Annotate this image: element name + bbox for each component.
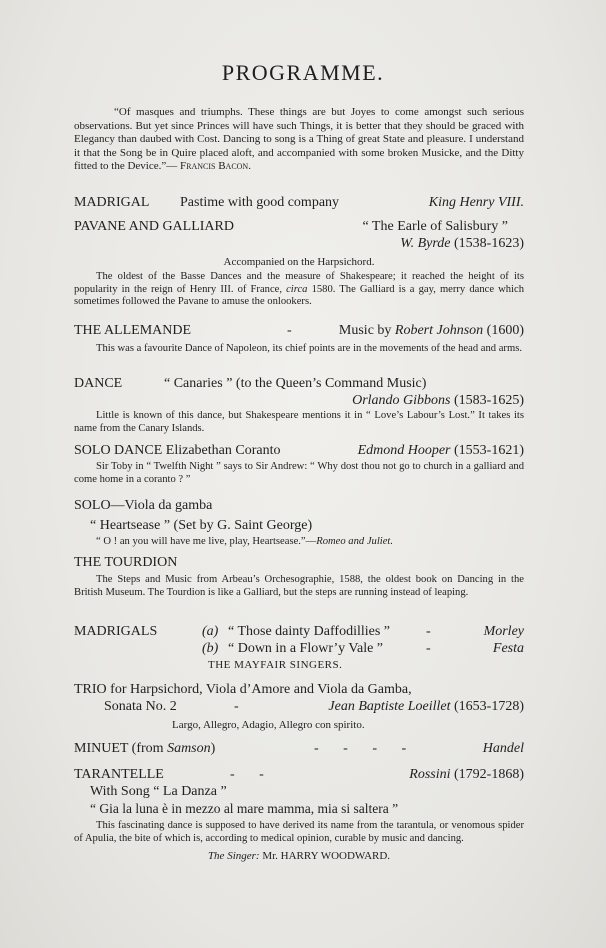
trio-composer: Jean Baptiste Loeillet <box>328 699 451 714</box>
tarantelle-dashes: - - <box>230 767 264 782</box>
madrigals-b-composer: Festa <box>492 641 524 656</box>
minuet-composer: Handel <box>482 741 524 756</box>
tarantelle-title: TARANTELLE <box>74 767 164 782</box>
item-madrigals <box>74 623 524 671</box>
trio-title: TRIO for Harpsichord, Viola d’Amore and Viola da Gamba, <box>74 682 412 697</box>
minuet-close: ) <box>210 741 216 756</box>
item-allemande <box>74 322 524 356</box>
trio-dates: (1653-1728) <box>454 699 524 714</box>
pavane-desc-b: 1580. The Galliard is a gay, merry dance which sometimes followed the Pavane to amuse the onlookers. <box>74 283 524 307</box>
item-dance <box>74 375 524 435</box>
tourdion-desc: The Steps and Music from Arbeau’s Orchesographie, 1588, the oldest book on Dancing in the British Museum. The Tourdion is like a Galliard, but the steps are running instead of leaping. <box>74 574 524 598</box>
tarantelle-singer-label: The Singer: <box>207 850 260 862</box>
item-solo-dance <box>74 442 524 486</box>
allemande-prefix: Music by <box>338 323 392 338</box>
solo-source: Romeo and Juliet. <box>316 536 394 547</box>
solo-lyric: “ O ! an you will have me live, play, Heartsease.”— <box>96 536 317 547</box>
tarantelle-singer: Mr. HARRY WOODWARD. <box>262 850 391 862</box>
pavane-dates: (1538-1623) <box>454 236 524 251</box>
solo-work: “ Heartsease ” (Set by G. Saint George) <box>90 518 313 533</box>
item-tarantelle <box>74 766 524 862</box>
madrigals-b-work: “ Down in a Flowr’y Vale ” <box>228 641 384 656</box>
madrigals-b-dash: - <box>426 641 431 656</box>
item-madrigal <box>74 194 524 211</box>
bacon-quote <box>74 106 524 174</box>
minuet-dashes: - - - - <box>314 741 407 756</box>
madrigals-a-composer: Morley <box>483 624 524 639</box>
dance-title: DANCE <box>74 376 123 391</box>
pavane-desc-a: The oldest of the Basse Dances and the measure of Shakespeare; it reached the height of its popularity in the reign of Henry III. of France, <box>74 271 524 295</box>
trio-sonata: Sonata No. 2 <box>104 699 177 714</box>
item-solo <box>74 497 524 549</box>
quote-text: “Of masques and triumphs. These things are but Joyes to come amongst such serious observations. But yet since Princes will have such Things, it is better that they should be graced with Elegancy than daubed with Cost. Dancing to song is a Thing of great State and pleasure. I understand it that the Song be in Quire placed aloft, and accompanied with some broken Musicke, and the Ditty fitted to the Device.”— <box>74 106 524 172</box>
dance-dates: (1583-1625) <box>454 393 524 408</box>
solo-dance-desc: Sir Toby in “ Twelfth Night ” says to Sir Andrew: “ Why dost thou not go to church in a galliard and come home in a coranto ? ” <box>74 461 524 485</box>
allemande-composer: Robert Johnson <box>394 323 484 338</box>
allemande-dates: (1600) <box>486 323 524 338</box>
tarantelle-song: With Song “ La Danza ” <box>90 784 227 799</box>
minuet-from: Samson <box>167 741 211 756</box>
item-trio <box>74 681 524 731</box>
dance-work: “ Canaries ” (to the Queen’s Command Music) <box>164 376 427 391</box>
madrigals-title: MADRIGALS <box>74 624 158 639</box>
dance-composer: Orlando Gibbons <box>352 393 451 408</box>
pavane-composer: W. Byrde <box>400 236 451 251</box>
madrigals-a-work: “ Those dainty Daffodillies ” <box>228 624 390 639</box>
madrigal-composer: King Henry VIII. <box>428 195 524 210</box>
pavane-desc-circa: circa <box>286 283 308 295</box>
item-pavane <box>74 218 524 309</box>
item-tourdion <box>74 554 524 599</box>
madrigals-a-dash: - <box>426 624 431 639</box>
madrigals-b-mark: (b) <box>202 641 219 656</box>
solo-dance-composer: Edmond Hooper <box>357 443 451 458</box>
tarantelle-lyric: “ Gia la luna è in mezzo al mare mamma, mia si saltera ” <box>90 801 399 816</box>
tarantelle-desc: This fascinating dance is supposed to have derived its name from the tarantula, or venomous spider of Apulia, the bite of which is, according to medical opinion, curable by music and dancing. <box>74 820 524 844</box>
allemande-dash: - <box>287 323 292 338</box>
madrigals-singers: THE MAYFAIR SINGERS. <box>208 659 343 671</box>
item-minuet <box>74 740 524 757</box>
solo-dance-title: SOLO DANCE Elizabethan Coranto <box>74 443 281 458</box>
page-title: PROGRAMME. <box>221 60 385 85</box>
dance-desc: Little is known of this dance, but Shakespeare mentions it in “ Love’s Labour’s Lost.” It takes its name from the Canary Islands. <box>74 410 524 434</box>
pavane-work: “ The Earle of Salisbury ” <box>362 219 508 234</box>
pavane-note: Accompanied on the Harpsichord. <box>223 256 375 268</box>
allemande-title: THE ALLEMANDE <box>74 323 192 338</box>
pavane-title: PAVANE AND GALLIARD <box>74 219 234 234</box>
allemande-desc: This was a favourite Dance of Napoleon, its chief points are in the movements of the head and arms. <box>96 343 522 354</box>
madrigal-work: Pastime with good company <box>180 195 340 210</box>
pavane-desc <box>74 271 524 309</box>
solo-dance-dates: (1553-1621) <box>454 443 524 458</box>
trio-dash: - <box>234 699 239 714</box>
tarantelle-dates: (1792-1868) <box>454 767 524 782</box>
madrigals-a-mark: (a) <box>202 624 219 639</box>
tourdion-title: THE TOURDION <box>74 555 178 570</box>
tarantelle-composer: Rossini <box>409 767 451 782</box>
madrigal-title: MADRIGAL <box>74 195 150 210</box>
minuet-title: MINUET (from <box>74 741 168 756</box>
quote-author: Francis Bacon. <box>180 160 251 172</box>
trio-movements: Largo, Allegro, Adagio, Allegro con spirito. <box>172 719 365 731</box>
solo-title: SOLO—Viola da gamba <box>74 498 213 513</box>
